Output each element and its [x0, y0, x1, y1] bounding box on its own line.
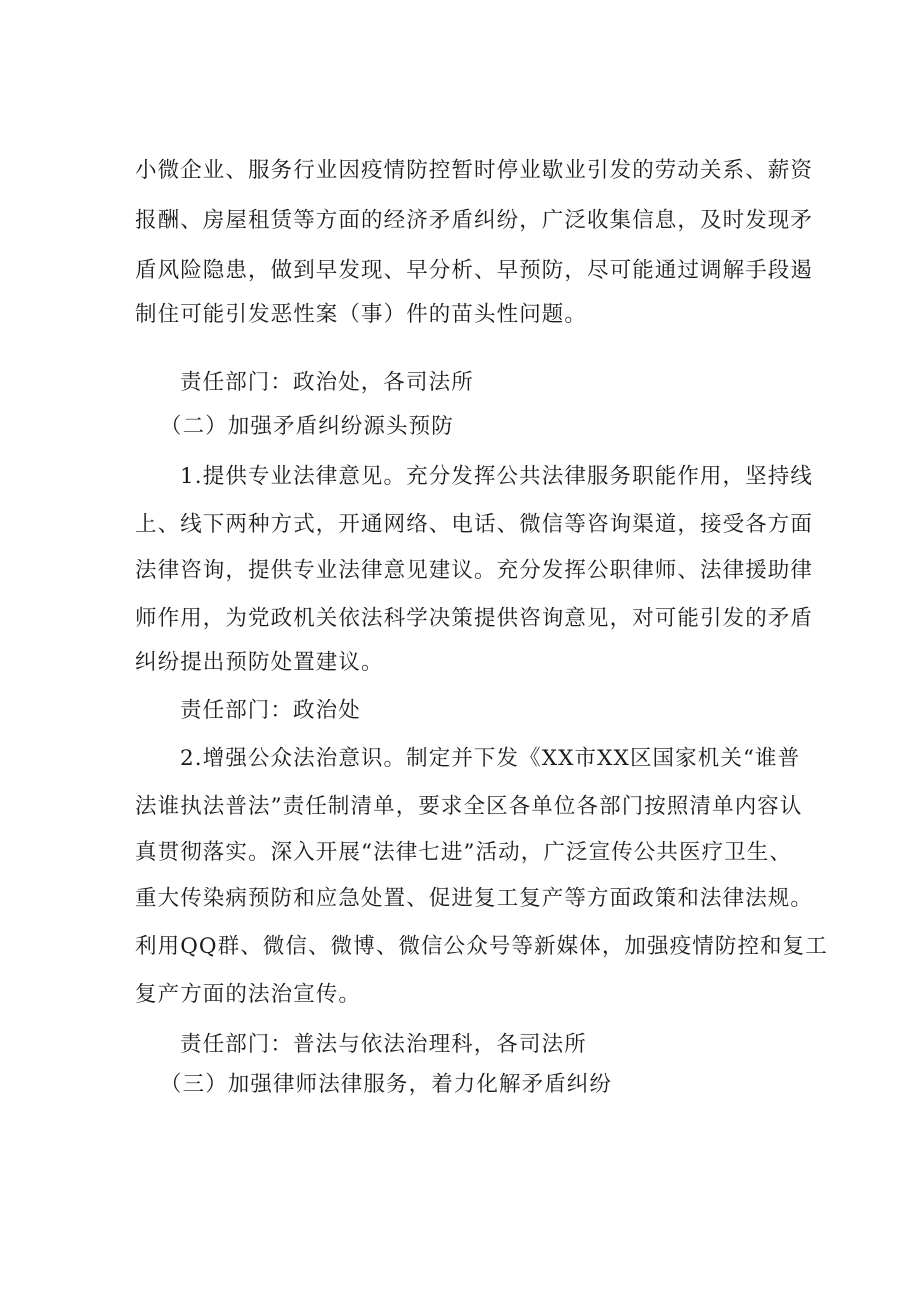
paragraph-line: 1.提供专业法律意见。充分发挥公共法律服务职能作用，坚持线 [180, 464, 813, 489]
paragraph-line: 真贯彻落实。深入开展“法律七进”活动，广泛宣传公共医疗卫生、 [135, 840, 792, 865]
paragraph-line: 师作用，为党政机关依法科学决策提供咨询意见，对可能引发的矛盾 [135, 606, 814, 631]
paragraph-line: 2.增强公众法治意识。制定并下发《XX市XX区国家机关“谁普 [180, 746, 801, 771]
responsibility-department: 责任部门：政治处，各司法所 [180, 370, 474, 395]
section-heading: （二）加强矛盾纠纷源头预防 [160, 414, 454, 439]
paragraph-line: 法律咨询，提供专业法律意见建议。充分发挥公职律师、法律援助律 [135, 558, 814, 583]
paragraph-line: 盾风险隐患，做到早发现、早分析、早预防，尽可能通过调解手段遏 [135, 258, 814, 283]
paragraph-line: 重大传染病预防和应急处置、促进复工复产等方面政策和法律法规。 [135, 886, 814, 911]
paragraph-line: 纠纷提出预防处置建议。 [135, 650, 384, 675]
paragraph-line: 上、线下两种方式，开通网络、电话、微信等咨询渠道，接受各方面 [135, 512, 814, 537]
section-heading: （三）加强律师法律服务，着力化解矛盾纠纷 [160, 1072, 613, 1097]
paragraph-line: 报酬、房屋租赁等方面的经济矛盾纠纷，广泛收集信息，及时发现矛 [135, 208, 814, 233]
responsibility-department: 责任部门：政治处 [180, 698, 361, 723]
responsibility-department: 责任部门：普法与依法治理科，各司法所 [180, 1032, 587, 1057]
paragraph-line: 利用QQ群、微信、微博、微信公众号等新媒体，加强疫情防控和复工 [135, 934, 828, 959]
paragraph-line: 复产方面的法治宣传。 [135, 982, 362, 1007]
paragraph-line: 制住可能引发恶性案（事）件的苗头性问题。 [135, 302, 588, 327]
paragraph-line: 法谁执法普法”责任制清单，要求全区各单位各部门按照清单内容认 [135, 794, 803, 819]
paragraph-line: 小微企业、服务行业因疫情防控暂时停业歇业引发的劳动关系、薪资 [135, 158, 814, 183]
